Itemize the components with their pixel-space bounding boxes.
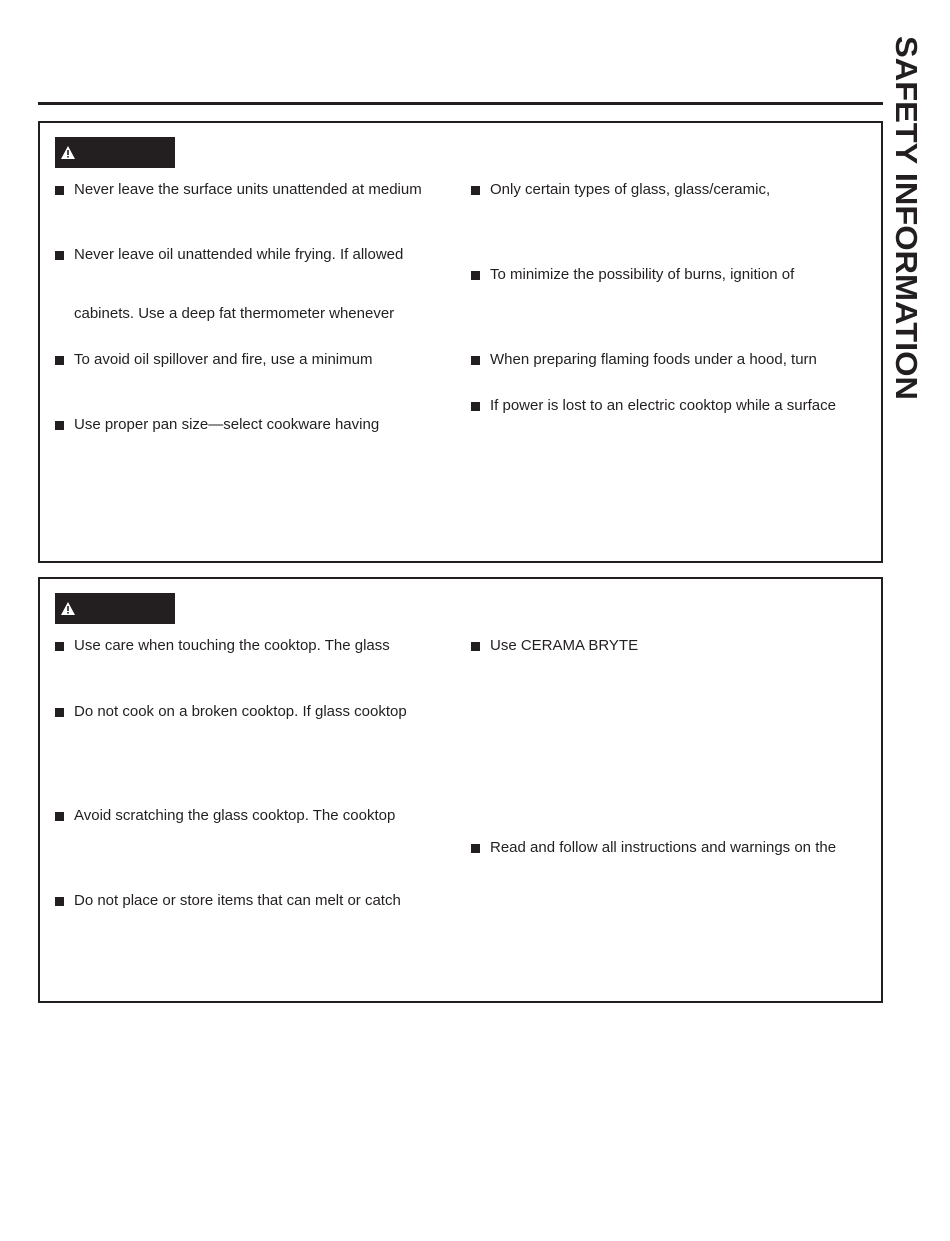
bullet-square-icon xyxy=(55,186,64,195)
warning-box-surface-units xyxy=(38,121,883,563)
list-item-text: Use CERAMA BRYTE xyxy=(490,637,639,654)
list-item-text: Do not cook on a broken cooktop. If glass cooktop xyxy=(74,703,407,720)
header-rule xyxy=(38,102,883,105)
side-section-title xyxy=(888,36,948,406)
bullet-square-icon xyxy=(55,642,64,651)
bullet-square-icon xyxy=(55,421,64,430)
list-item-text: If power is lost to an electric cooktop while a surface xyxy=(490,397,836,414)
list-item-text: Do not place or store items that can melt or catch xyxy=(74,892,401,909)
bullet-square-icon xyxy=(55,708,64,717)
bullet-square-icon xyxy=(55,356,64,365)
bullet-square-icon xyxy=(471,186,480,195)
bullet-square-icon xyxy=(55,251,64,260)
list-item-text: Never leave oil unattended while frying. If allowed xyxy=(74,246,404,263)
warning-triangle-icon xyxy=(61,602,75,615)
list-item-text: To avoid oil spillover and fire, use a minimum xyxy=(74,351,373,368)
warning-triangle-icon xyxy=(61,146,75,159)
list-item-text: Read and follow all instructions and warnings on the xyxy=(490,839,837,856)
list-item-text: Avoid scratching the glass cooktop. The cooktop xyxy=(74,807,396,824)
bullet-square-icon xyxy=(471,271,480,280)
bullet-square-icon xyxy=(471,844,480,853)
list-item-continuation: cabinets. Use a deep fat thermometer whenever xyxy=(74,305,395,322)
list-item-text: Use care when touching the cooktop. The glass xyxy=(74,637,390,654)
warning-badge xyxy=(55,593,175,624)
bullet-square-icon xyxy=(471,356,480,365)
warning-box-glass-cooktop xyxy=(38,577,883,1003)
warning-badge xyxy=(55,137,175,168)
list-item-text: Only certain types of glass, glass/ceramic, xyxy=(490,181,771,198)
bullet-square-icon xyxy=(471,402,480,411)
bullet-square-icon xyxy=(471,642,480,651)
list-item-text: Use proper pan size—select cookware having xyxy=(74,416,380,433)
list-item-text: Never leave the surface units unattended at medium xyxy=(74,181,422,198)
list-item-text: To minimize the possibility of burns, ignition of xyxy=(490,266,795,283)
bullet-square-icon xyxy=(55,897,64,906)
list-item-text: When preparing flaming foods under a hood, turn xyxy=(490,351,817,368)
side-section-title-text: SAFETY INFORMATION xyxy=(889,36,924,383)
bullet-square-icon xyxy=(55,812,64,821)
